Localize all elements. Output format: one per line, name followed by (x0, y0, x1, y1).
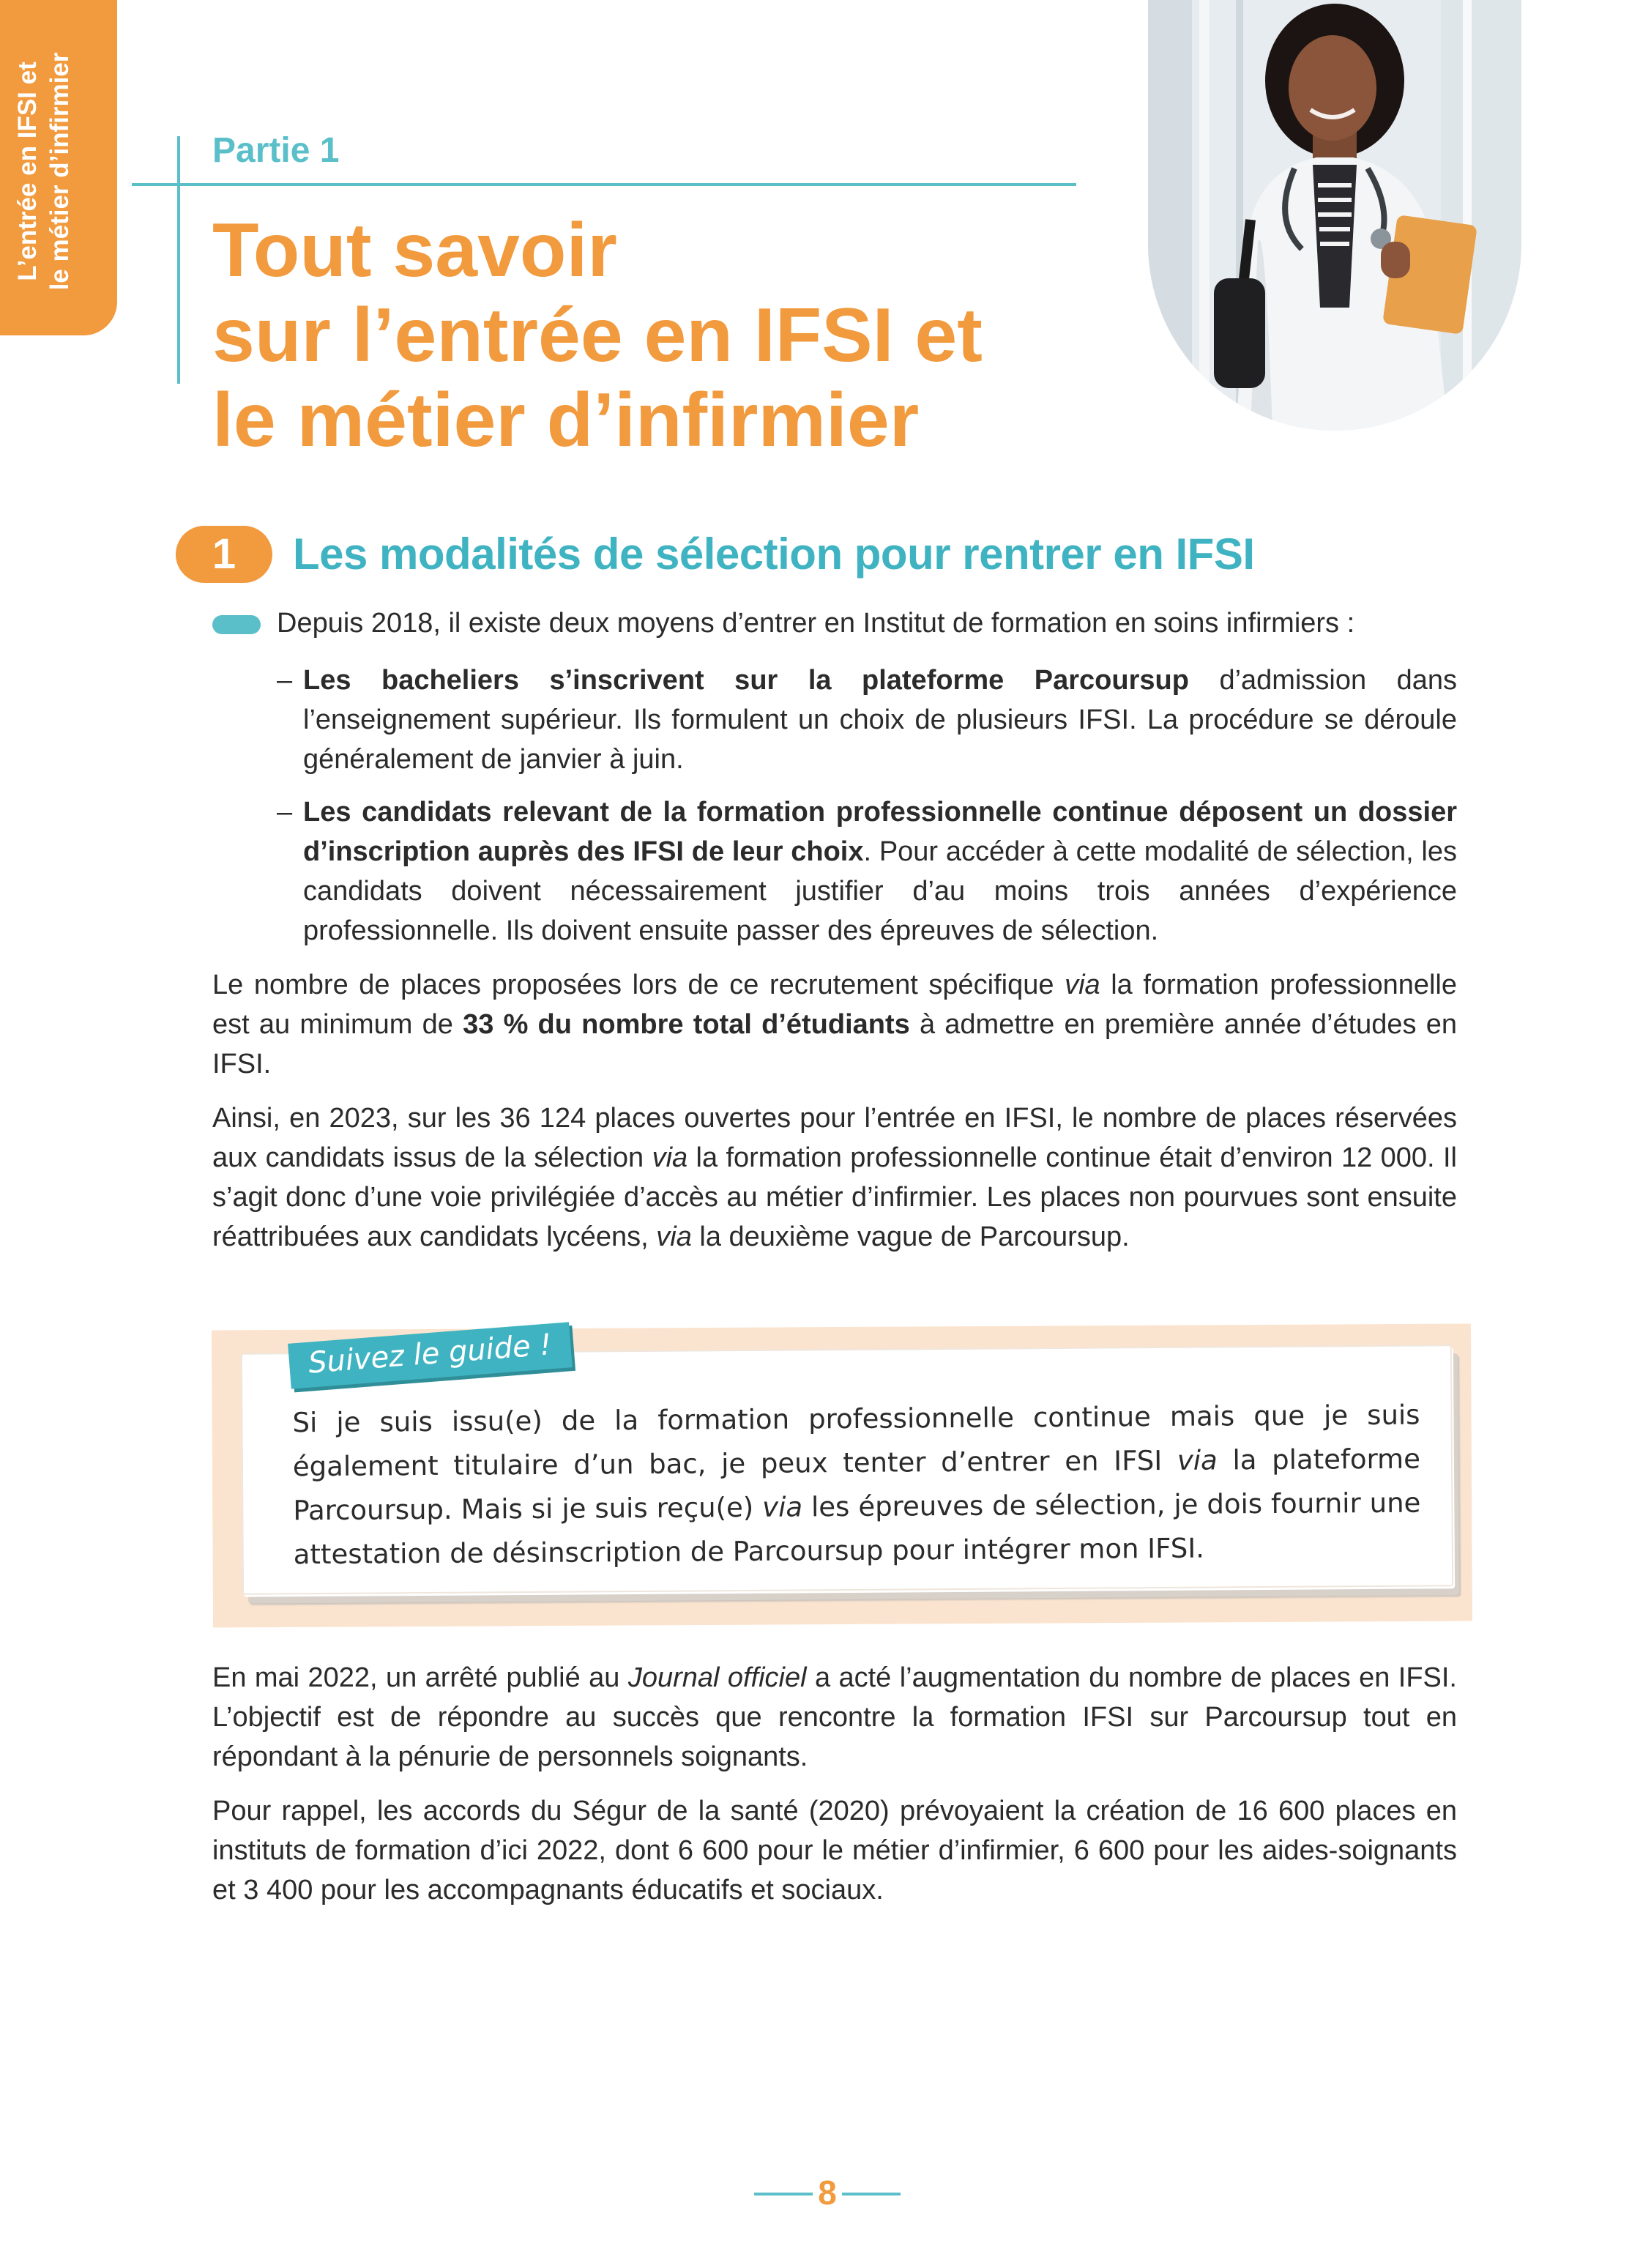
para3-journal-officiel: Journal officiel (627, 1662, 807, 1693)
page-title-line-2: sur l’entrée en IFSI et (212, 293, 983, 378)
header-horizontal-rule (132, 183, 1076, 186)
guide-tag: Suivez le guide ! (288, 1322, 573, 1388)
header-vertical-rule (177, 136, 180, 384)
page-number-value: 8 (818, 2174, 837, 2212)
list-item-dash: – (277, 797, 293, 828)
guide-text-c: les épreuves de sélection, je dois fournir une attestation de désinscription de Parcoursup pour intégrer mon IFSI. (293, 1487, 1421, 1571)
intro-paragraph: Depuis 2018, il existe deux moyens d’entrer en Institut de formation en soins infirmiers : (277, 608, 1355, 639)
para1-text-a: Le nombre de places proposées lors de ce recrutement spécifique (212, 970, 1065, 1000)
chapter-side-tab (0, 0, 117, 335)
guide-text (292, 1394, 1421, 1577)
page-number-left-rule (754, 2193, 813, 2196)
guide-callout-card (241, 1328, 1453, 1595)
list-item-bacheliers (303, 661, 1457, 779)
page-number-right-rule (842, 2193, 901, 2196)
page-number (754, 2171, 901, 2215)
list-item-dash: – (277, 665, 293, 696)
para1-text-b: la formation professionnelle est au minimum de (212, 970, 1457, 1040)
para2-via-1: via (652, 1142, 688, 1173)
list-item-formation-continue (303, 792, 1457, 951)
guide-via-2: via (762, 1491, 803, 1523)
paragraph-arrete-2022 (212, 1658, 1457, 1777)
paragraph-places-minimum (212, 965, 1457, 1084)
part-label: Partie 1 (212, 131, 340, 170)
intro-bullet-marker (212, 615, 261, 634)
list-item-formation-continue-text: . Pour accéder à cette modalité de sélection, les candidats doivent nécessairement justifier d’au moins trois années d’expérience professionnelle. Ils doivent ensuite passer des épreuves de sélection. (303, 836, 1457, 946)
guide-callout (212, 1317, 1472, 1624)
side-tab-line-2: le métier d’infirmier (45, 52, 74, 291)
guide-via-1: via (1177, 1444, 1218, 1476)
para1-bold: 33 % du nombre total d’étudiants (463, 1009, 910, 1040)
para2-text-a: Ainsi, en 2023, sur les 36 124 places ouvertes pour l’entrée en IFSI, le nombre de places réservées aux candidats issus de la sélection (212, 1103, 1457, 1173)
paragraph-2023-figures (212, 1098, 1457, 1257)
side-tab-line-1: L’entrée en IFSI et (13, 62, 42, 281)
section-number-badge: 1 (176, 526, 272, 583)
para1-text-c: à admettre en première année d’études en IFSI. (212, 1009, 1458, 1079)
para2-text-c: la deuxième vague de Parcoursup. (691, 1222, 1130, 1252)
page-title-line-1: Tout savoir (212, 208, 617, 293)
nurse-photo (1148, 0, 1521, 431)
para2-via-2: via (656, 1222, 692, 1252)
para2-text-b: la formation professionnelle continue était d’environ 12 000. Il s’agit donc d’une voie privilégiée d’accès au métier d’infirmier. Les places non pourvues sont ensuite réattribuées aux candidats lycéens, (212, 1142, 1457, 1252)
guide-text-b: la plateforme Parcoursup. Mais si je suis reçu(e) (293, 1443, 1421, 1527)
list-item-bacheliers-text: d’admission dans l’enseignement supérieur. Ils formulent un choix de plusieurs IFSI. La procédure se déroule généralement de janvier à juin. (303, 665, 1458, 775)
para1-via: via (1065, 970, 1100, 1000)
para3-text-a: En mai 2022, un arrêté publié au (212, 1662, 628, 1693)
chapter-side-tab-label (12, 18, 76, 325)
section-title: Les modalités de sélection pour rentrer en IFSI (293, 529, 1255, 579)
para3-text-b: a acté l’augmentation du nombre de places en IFSI. L’objectif est de répondre au succès que rencontre la formation IFSI sur Parcoursup tout en répondant à la pénurie de personnels soignants. (212, 1662, 1457, 1772)
guide-text-a: Si je suis issu(e) de la formation professionnelle continue mais que je suis également titulaire d’un bac, je peux tenter d’entrer en IFSI (292, 1399, 1420, 1483)
page-title-line-3: le métier d’infirmier (212, 378, 920, 463)
page-title (212, 208, 1106, 463)
nurse-illustration (1148, 0, 1521, 431)
list-item-bacheliers-bold: Les bacheliers s’inscrivent sur la plateforme Parcoursup (303, 665, 1189, 696)
list-item-formation-continue-bold: Les candidats relevant de la formation professionnelle continue déposent un dossier d’inscription auprès des IFSI de leur choix (303, 797, 1457, 867)
paragraph-segur-sante: Pour rappel, les accords du Ségur de la santé (2020) prévoyaient la création de 16 600 places en instituts de formation d’ici 2022, dont 6 600 pour le métier d’infirmier, 6 600 pour les aides-soignants et 3 400 pour les accompagnants éducatifs et sociaux. (212, 1796, 1457, 1906)
